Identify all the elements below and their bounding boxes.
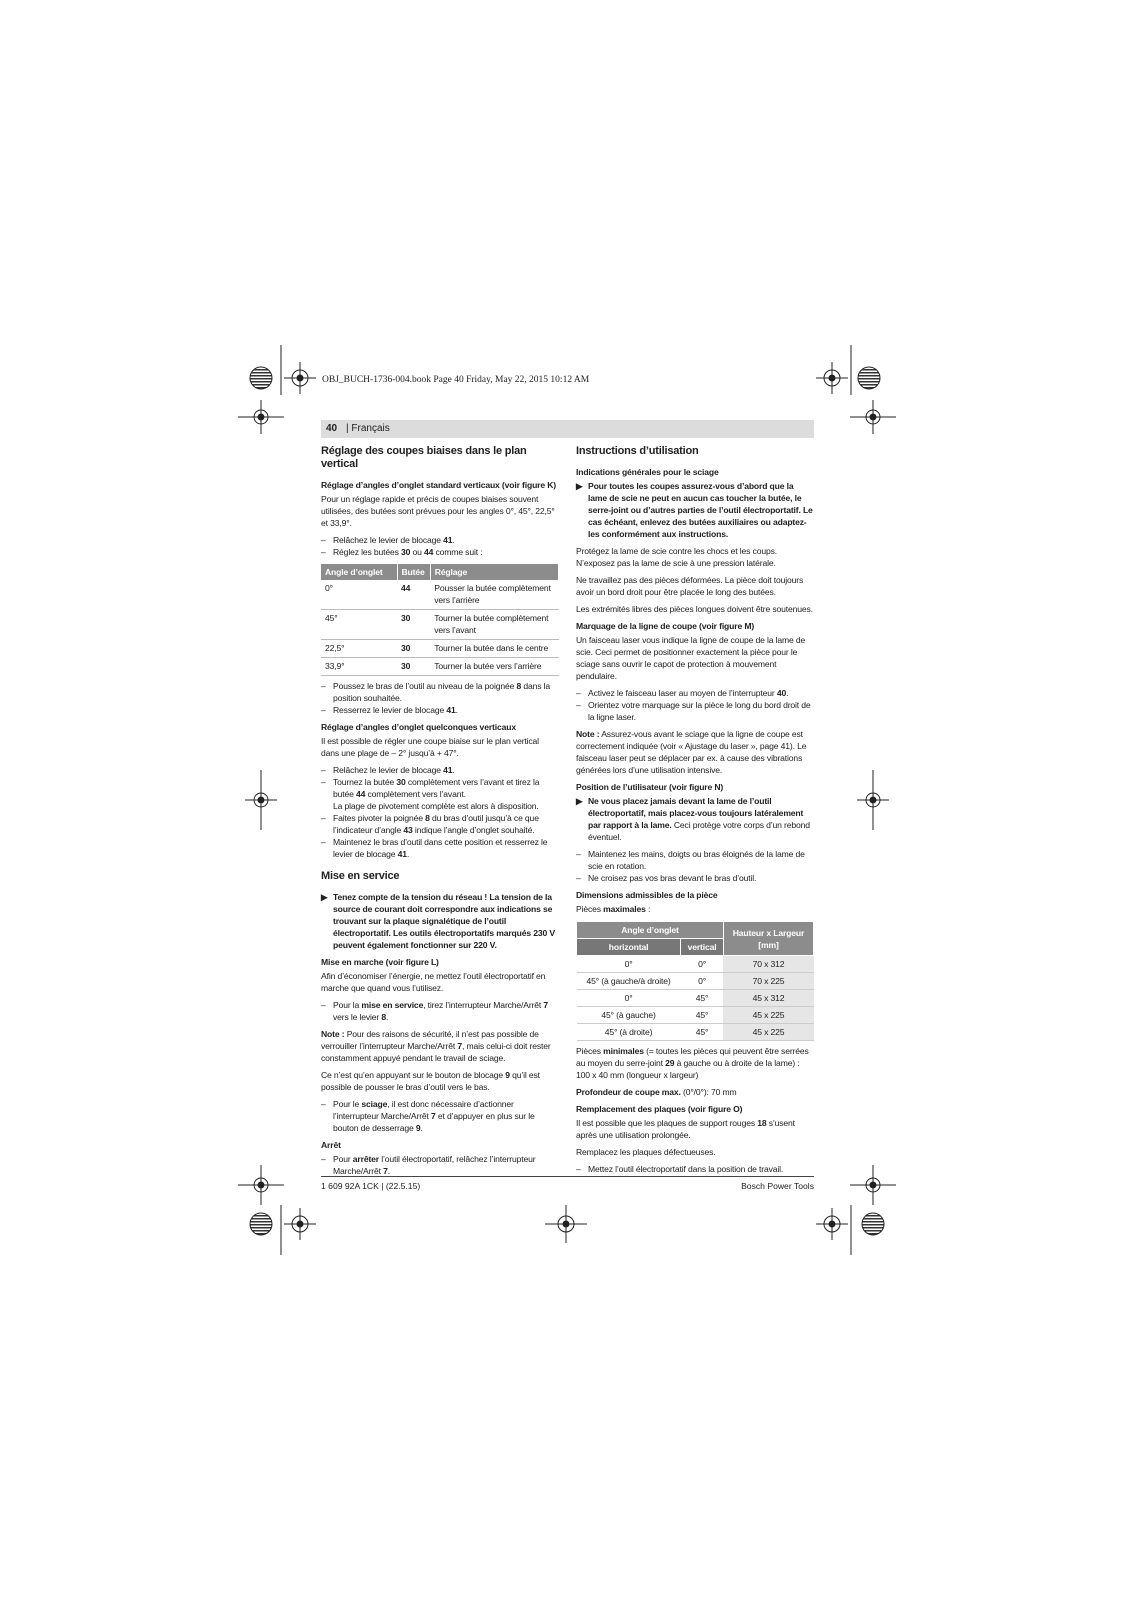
table-row: 45° (à gauche) 45° 45 x 225 bbox=[577, 1007, 814, 1024]
section-title: Instructions d’utilisation bbox=[576, 445, 699, 457]
dash-item: – Relâchez le levier de blocage 41. bbox=[321, 534, 559, 546]
footer-brand: Bosch Power Tools bbox=[741, 1181, 814, 1191]
table-row: 45° 30 Tourner la butée complètement vers l’avant bbox=[321, 610, 559, 640]
dash-item: – Ne croisez pas vos bras devant le bras d’outil. bbox=[576, 872, 814, 884]
note-paragraph: Note : Pour des raisons de sécurité, il n’est pas possible de verrouiller l’interrupteur Marche/Arrêt 7, mais celui-ci doit rester constamment appuyé pendant le travail de sciage. bbox=[321, 1029, 551, 1063]
dash-item: – Réglez les butées 30 ou 44 comme suit : bbox=[321, 546, 559, 558]
left-column bbox=[321, 445, 559, 1177]
dash-item: – Faites pivoter la poignée 8 du bras d’outil jusqu’à ce que l’indicateur d’angle 43 indique l’angle d’onglet souhaité. bbox=[321, 812, 559, 836]
section-title: Réglage des coupes biaises dans le plan vertical bbox=[321, 445, 527, 470]
paragraph: Pièces minimales (= toutes les pièces qui peuvent être serrées au moyen du serre-joint 29 à gauche ou à droite de la lame) : 100 x 40 mm (longueur x largeur) bbox=[576, 1046, 809, 1080]
paragraph: Profondeur de coupe max. (0°/0°): 70 mm bbox=[576, 1087, 737, 1097]
table-row: 0° 45° 45 x 312 bbox=[577, 990, 814, 1007]
table-header: horizontal bbox=[577, 939, 681, 956]
warning-item: ▶ Pour toutes les coupes assurez-vous d’abord que la lame de scie ne peut en aucun cas toucher la butée, le serre-joint ou d’autres parties de l’outil électroportatif. Le cas échéant, enlevez des butées auxiliaires ou adaptez-les conformément aux instructions. bbox=[576, 481, 813, 539]
paragraph: Afin d’économiser l’énergie, ne mettez l’outil électroportatif en marche que quand vous l’utilisez. bbox=[321, 971, 546, 993]
table-header: Angle d’onglet bbox=[321, 564, 397, 580]
table-row: 0° 44 Pousser la butée complètement vers l’arrière bbox=[321, 580, 559, 610]
paragraph: Un faisceau laser vous indique la ligne de coupe de la lame de scie. Ceci permet de positionner exactement la pièce pour le sciage sans ouvrir le capot de protection à mouvement pendulaire. bbox=[576, 635, 806, 681]
right-column bbox=[576, 445, 814, 1175]
subsection-title: Remplacement des plaques (voir figure O) bbox=[576, 1104, 743, 1114]
page-language: | Français bbox=[346, 423, 390, 434]
paragraph: Il est possible que les plaques de support rouges 18 s’usent après une utilisation prolongée. bbox=[576, 1118, 795, 1140]
dash-item: – Pour la mise en service, tirez l’interrupteur Marche/Arrêt 7 vers le levier 8. bbox=[321, 999, 559, 1023]
print-slug: OBJ_BUCH-1736-004.book Page 40 Friday, May 22, 2015 10:12 AM bbox=[322, 375, 590, 385]
section-title: Mise en service bbox=[321, 870, 400, 882]
table-row: 33,9° 30 Tourner la butée vers l’arrière bbox=[321, 658, 559, 676]
table-header: Butée bbox=[397, 564, 430, 580]
subsection-title: Réglage d’angles d’onglet standard verticaux (voir figure K) bbox=[321, 480, 557, 490]
dash-item: – Maintenez les mains, doigts ou bras éloignés de la lame de scie en rotation. bbox=[576, 848, 814, 872]
table-row: 45° (à gauche/à droite) 0° 70 x 225 bbox=[577, 973, 814, 990]
paragraph: Il est possible de régler une coupe biaise sur le plan vertical dans une plage de – 2° jusqu’à + 47°. bbox=[321, 736, 539, 758]
page-number: 40 bbox=[326, 423, 338, 434]
dash-item: – Tournez la butée 30 complètement vers l’avant et tirez la butée 44 complètement vers l’avant. La plage de pivotement complète est alors à disposition. bbox=[321, 776, 559, 812]
dash-item: – Mettez l’outil électroportatif dans la position de travail. bbox=[576, 1163, 814, 1175]
paragraph: Ce n’est qu’en appuyant sur le bouton de blocage 9 qu’il est possible de pousser le bras d’outil vers le bas. bbox=[321, 1070, 540, 1092]
dash-item: – Resserrez le levier de blocage 41. bbox=[321, 704, 559, 716]
paragraph: Remplacez les plaques défectueuses. bbox=[576, 1147, 716, 1157]
table-header: vertical bbox=[681, 939, 724, 956]
dash-item: – Poussez le bras de l’outil au niveau de la poignée 8 dans la position souhaitée. bbox=[321, 680, 559, 704]
dash-item: – Relâchez le levier de blocage 41. bbox=[321, 764, 559, 776]
dash-item: – Maintenez le bras d’outil dans cette position et resserrez le levier de blocage 41. bbox=[321, 836, 559, 860]
paragraph: Protégez la lame de scie contre les chocs et les coups. N’exposez pas la lame de scie à une pression latérale. bbox=[576, 546, 777, 568]
warning-arrow-icon: ▶ bbox=[576, 481, 583, 491]
table-row: 45° (à droite) 45° 45 x 225 bbox=[577, 1024, 814, 1041]
table-header: Angle d’onglet bbox=[577, 922, 724, 939]
footer-rule bbox=[321, 1176, 814, 1177]
subsection-title: Mise en marche (voir figure L) bbox=[321, 957, 439, 967]
paragraph: Pour un réglage rapide et précis de coupes biaises souvent utilisées, des butées sont prévues pour les angles 0°, 45°, 22,5° et 33,9°. bbox=[321, 494, 555, 528]
subsection-title: Marquage de la ligne de coupe (voir figure M) bbox=[576, 621, 755, 631]
table-row: 0° 0° 70 x 312 bbox=[577, 956, 814, 973]
bevel-stop-table bbox=[321, 564, 559, 676]
paragraph: Pièces maximales : bbox=[576, 904, 651, 914]
page-header-band bbox=[321, 420, 814, 438]
warning-item: ▶ Tenez compte de la tension du réseau ! La tension de la source de courant doit correspondre aux indications se trouvant sur la plaque signalétique de l’outil électroportatif. Les outils électroportatifs marqués 230 V peuvent également fonctionner sur 220 V. bbox=[321, 892, 555, 950]
footer-doc-id: 1 609 92A 1CK | (22.5.15) bbox=[321, 1181, 421, 1191]
dash-item: – Activez le faisceau laser au moyen de l’interrupteur 40. bbox=[576, 687, 814, 699]
dash-item: – Pour le sciage, il est donc nécessaire d’actionner l’interrupteur Marche/Arrêt 7 et d’appuyer en plus sur le bouton de desserrage 9. bbox=[321, 1098, 559, 1134]
subsection-title: Réglage d’angles d’onglet quelconques verticaux bbox=[321, 722, 516, 732]
table-header: Réglage bbox=[430, 564, 558, 580]
warning-arrow-icon: ▶ bbox=[576, 796, 583, 806]
paragraph: Les extrémités libres des pièces longues doivent être soutenues. bbox=[576, 604, 813, 614]
warning-arrow-icon: ▶ bbox=[321, 892, 328, 902]
subsection-title: Dimensions admissibles de la pièce bbox=[576, 890, 718, 900]
subsection-title: Arrêt bbox=[321, 1140, 341, 1150]
dash-item: – Pour arrêter l’outil électroportatif, relâchez l’interrupteur Marche/Arrêt 7. bbox=[321, 1153, 559, 1177]
subsection-title: Indications générales pour le sciage bbox=[576, 467, 719, 477]
subsection-title: Position de l’utilisateur (voir figure N) bbox=[576, 782, 724, 792]
warning-item: ▶ Ne vous placez jamais devant la lame de l’outil électroportatif, mais placez-vous toujours latéralement par rapport à la lame. Ceci protège votre corps d’un rebond éventuel. bbox=[576, 796, 810, 842]
workpiece-dimensions-table bbox=[576, 921, 814, 1041]
note-paragraph: Note : Assurez-vous avant le sciage que la ligne de coupe est correctement indiquée (voir « Ajustage du laser », page 41). Le faisceau laser peut se déplacer par ex. à cause des vibrations générées lors d’une utilisation intensive. bbox=[576, 729, 807, 775]
table-header: Hauteur x Largeur [mm] bbox=[723, 922, 813, 956]
paragraph: Ne travaillez pas des pièces déformées. La pièce doit toujours avoir un bord droit pour être placée le long des butées. bbox=[576, 575, 804, 597]
dash-item: – Orientez votre marquage sur la pièce le long du bord droit de la ligne laser. bbox=[576, 699, 814, 723]
table-row: 22,5° 30 Tourner la butée dans le centre bbox=[321, 640, 559, 658]
